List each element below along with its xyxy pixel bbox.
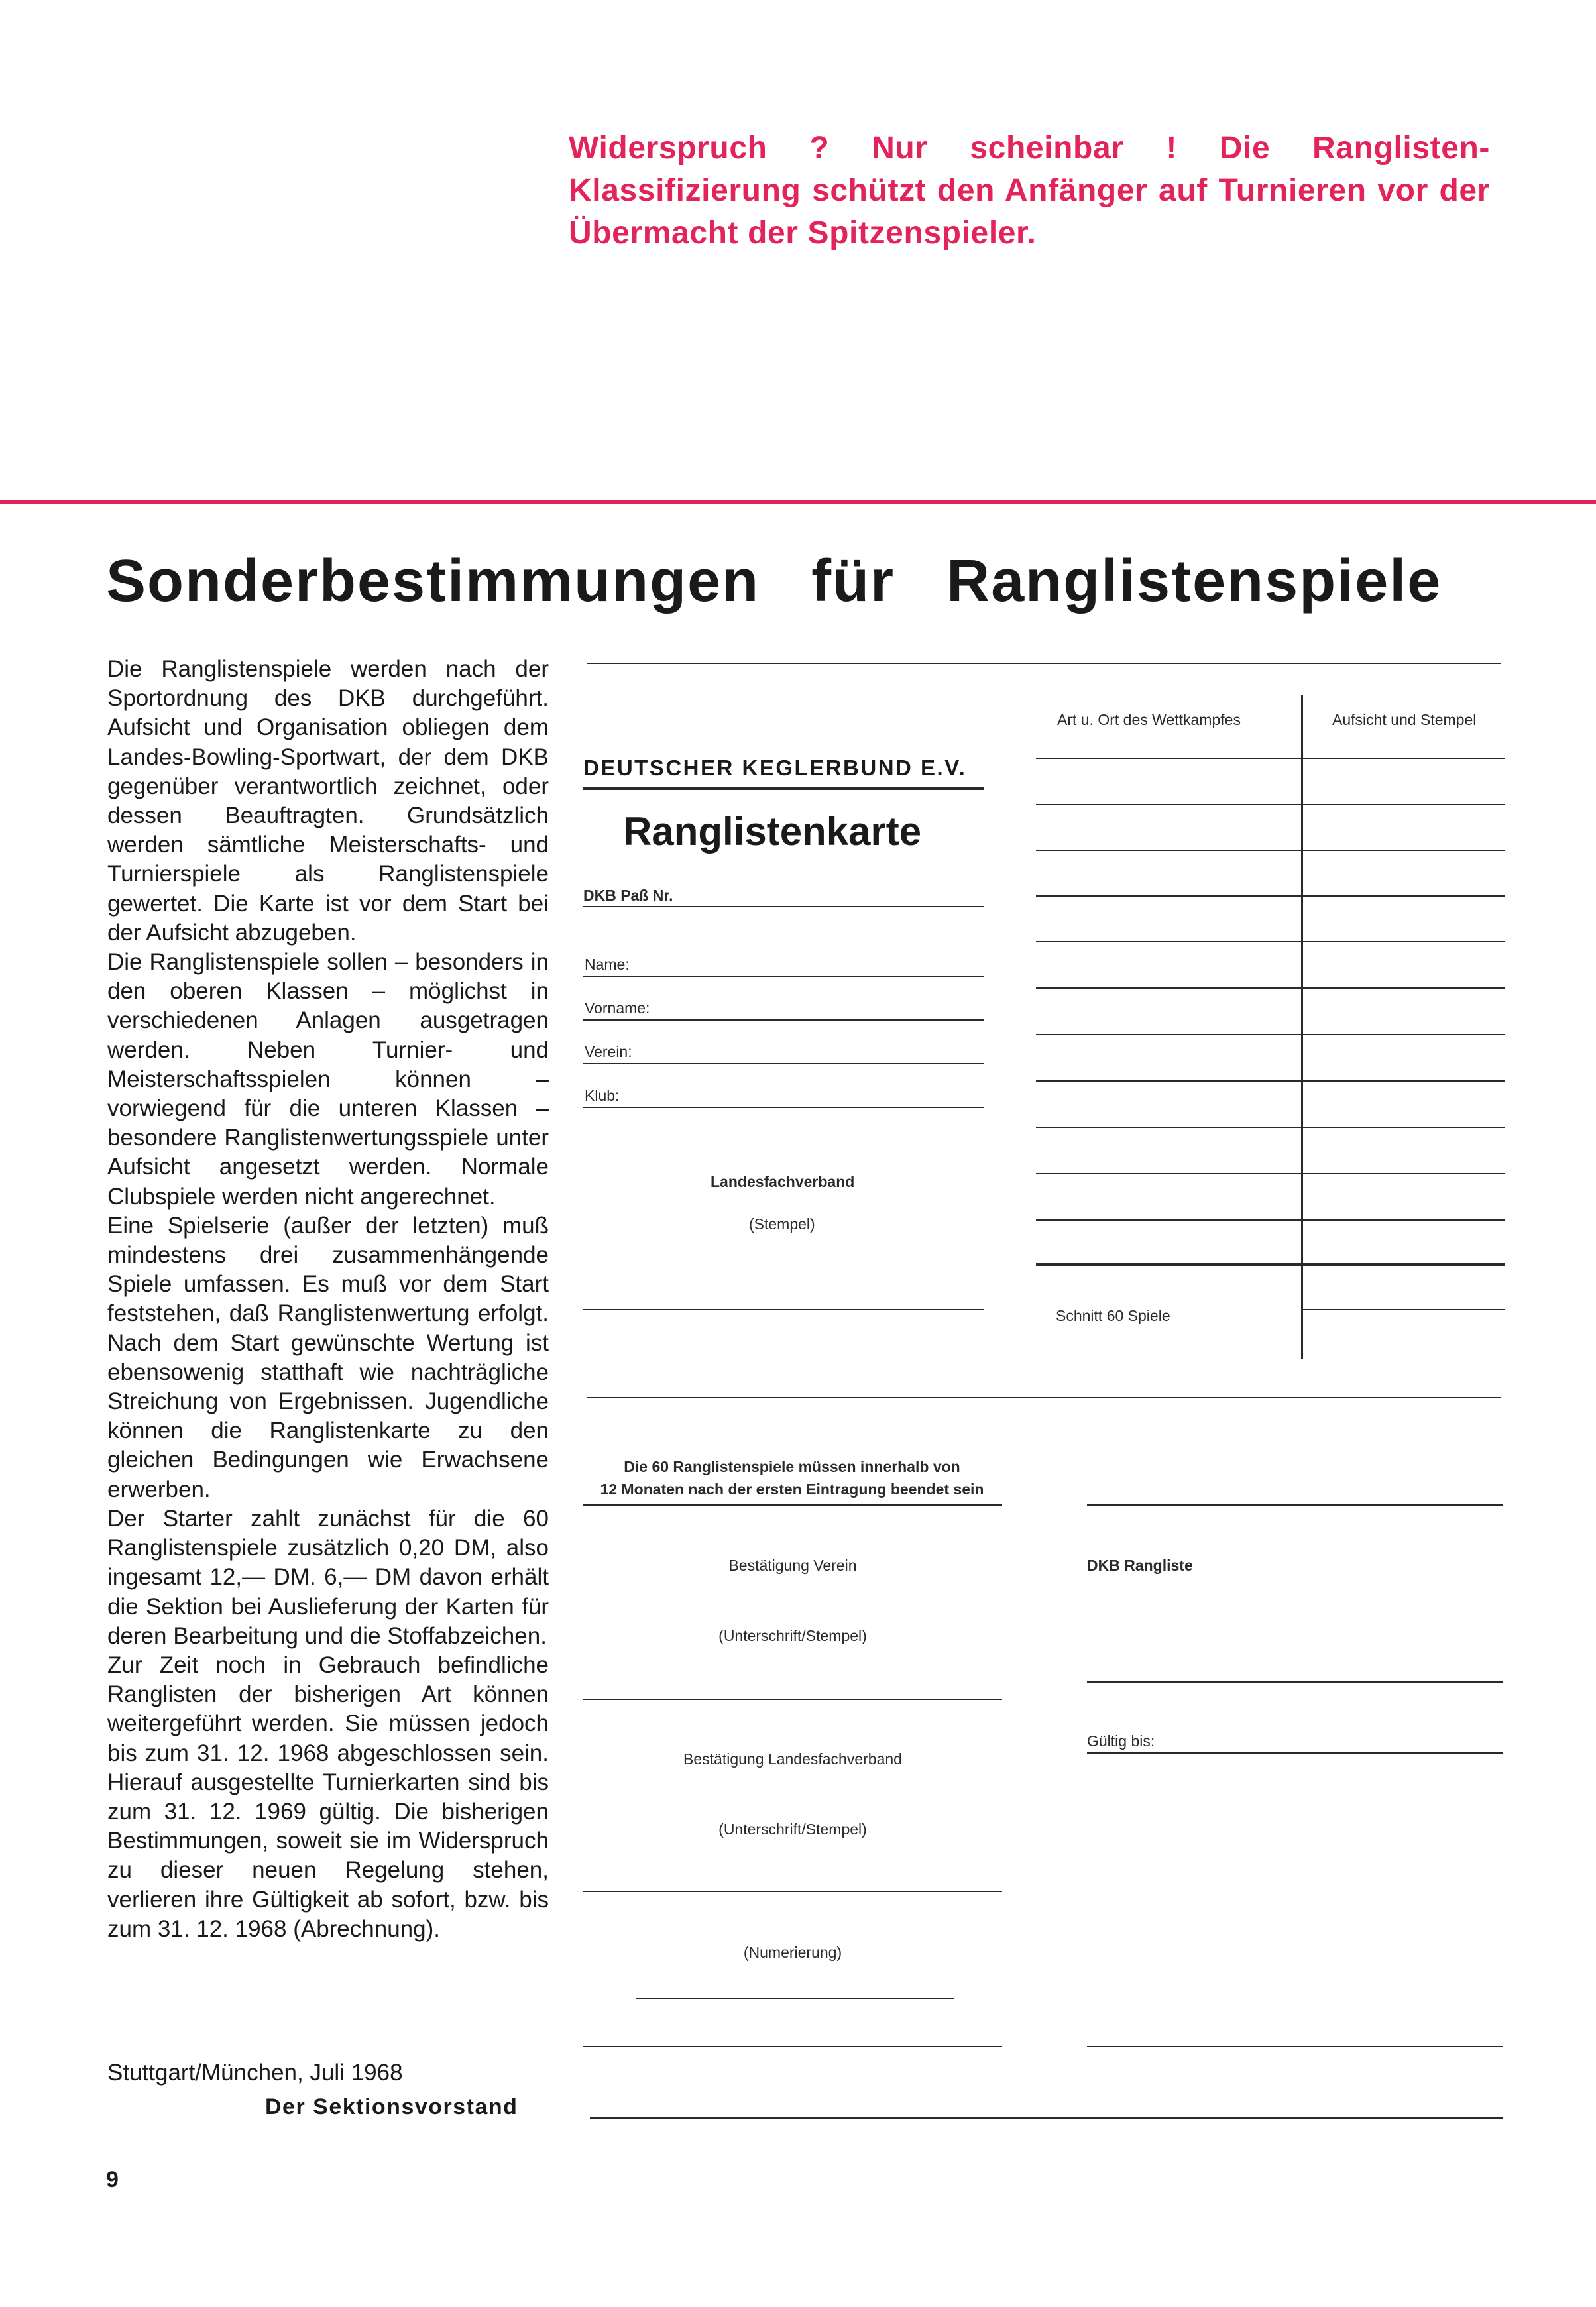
signature-stamp-label-2: (Unterschrift/Stempel) — [718, 1821, 867, 1838]
table-row-line — [1301, 1309, 1505, 1310]
pass-line — [583, 906, 984, 907]
field-line — [583, 1019, 984, 1021]
field-name: Name: — [585, 956, 630, 973]
red-divider — [0, 500, 1596, 504]
card-org: DEUTSCHER KEGLERBUND E.V. — [583, 756, 967, 780]
field-verein: Verein: — [585, 1043, 632, 1060]
dkb-rangliste-label: DKB Rangliste — [1087, 1557, 1193, 1574]
table-row-line — [1036, 1127, 1505, 1128]
table-row-line — [1036, 1034, 1505, 1035]
body-paragraph: Eine Spielserie (außer der letzten) muß mindestens drei zusammenhängende Spiele umfassen. Es muß vor dem Start feststehen, daß Ranglistenwertung erfolgt. Nach dem Start gewünschte Wertung ist ebensowenig statthaft wie nachträgliche Streichung von Ergebnissen. Jugendliche können die Ranglistenkarte zu den gleichen Bedingungen wie Erwachsene erwerben. — [107, 1212, 549, 1502]
field-line — [583, 1107, 984, 1108]
table-row-line — [1036, 1080, 1505, 1082]
confirm-landes: Bestätigung Landesfachverband — [683, 1750, 902, 1768]
stempel-line — [583, 1309, 984, 1310]
body-paragraph: Die Ranglistenspiele sollen – besonders in den oberen Klassen – möglichst in verschiedenen Anlagen ausgetragen werden. Neben Turnier- und Meisterschaftsspielen können – vorwiegend für die unteren Klassen – besondere Ranglistenwertungsspiele unter Aufsicht angesetzt werden. Normale Clubspiele werden nicht angerechnet. — [107, 949, 549, 1210]
valid-until-line — [1087, 1752, 1503, 1754]
stempel-label: (Stempel) — [749, 1215, 815, 1233]
col-header-location: Art u. Ort des Wettkampfes — [1057, 711, 1241, 728]
title-word-2: für — [811, 548, 895, 614]
field-line — [583, 1063, 984, 1064]
table-divider — [1301, 695, 1303, 1359]
card-bottom-line — [590, 2117, 1503, 2119]
card-middle-line — [587, 1397, 1501, 1398]
numbering-label: (Numerierung) — [743, 1944, 842, 1961]
table-row-line — [1036, 941, 1505, 942]
field-klub: Klub: — [585, 1087, 620, 1104]
lower-right-line — [1087, 1504, 1503, 1506]
title-word-1: Sonderbestimmungen — [106, 548, 760, 614]
lower-left-line — [583, 2046, 1002, 2047]
schnitt-label: Schnitt 60 Spiele — [1056, 1307, 1170, 1324]
lower-right-line — [1087, 2046, 1503, 2047]
body-text — [107, 655, 549, 1944]
page-title — [106, 545, 1498, 618]
note-line-2: 12 Monaten nach der ersten Eintragung beendet sein — [600, 1481, 984, 1498]
card-title: Ranglistenkarte — [623, 809, 922, 854]
table-row-line — [1036, 1219, 1505, 1221]
intro-text: Widerspruch ? Nur scheinbar ! Die Ranglisten-Klassifizierung schützt den Anfänger auf Turnieren vor der Übermacht der Spitzenspieler. — [569, 131, 1490, 251]
col-header-supervision: Aufsicht und Stempel — [1332, 711, 1477, 728]
org-underline — [583, 787, 984, 790]
dateline: Stuttgart/München, Juli 1968 — [107, 2060, 403, 2086]
pass-label: DKB Paß Nr. — [583, 887, 673, 904]
note-underline — [583, 1504, 1002, 1506]
signature-line — [583, 1891, 1002, 1892]
valid-until-label: Gültig bis: — [1087, 1732, 1155, 1750]
table-row-line — [1036, 987, 1505, 989]
signature: Der Sektionsvorstand — [265, 2094, 518, 2119]
table-row-line — [1036, 758, 1505, 759]
table-row-line — [1036, 895, 1505, 897]
table-row-line — [1036, 850, 1505, 851]
lower-right-line — [1087, 1681, 1503, 1683]
signature-stamp-label: (Unterschrift/Stempel) — [718, 1627, 867, 1644]
signature-line — [583, 1699, 1002, 1700]
body-paragraph: Der Starter zahlt zunächst für die 60 Ranglistenspiele zusätzlich 0,20 DM, also ingesamt 12,— DM. 6,— DM davon erhält die Sektion bei Auslieferung der Karten für deren Bearbeitung und die Stoffabzeichen. — [107, 1505, 549, 1649]
table-row-line — [1036, 1173, 1505, 1174]
landes-label: Landesfachverband — [711, 1173, 855, 1190]
body-paragraph: Die Ranglistenspiele werden nach der Sportordnung des DKB durchgeführt. Aufsicht und Organisation obliegen dem Landes-Bowling-Sportwart, der dem DKB gegenüber verantwortlich zeichnet, oder dessen Beauftragten. Grundsätzlich werden sämtliche Meisterschafts- und Turnierspiele als Ranglistenspiele gewertet. Die Karte ist vor dem Start bei der Aufsicht abzugeben. — [107, 656, 549, 946]
card-top-line — [587, 663, 1501, 664]
confirm-verein: Bestätigung Verein — [728, 1557, 857, 1574]
field-vorname: Vorname: — [585, 999, 650, 1017]
table-row-line — [1036, 804, 1505, 805]
field-line — [583, 976, 984, 977]
note-line-1: Die 60 Ranglistenspiele müssen innerhalb von — [624, 1458, 960, 1475]
body-paragraph: Zur Zeit noch in Gebrauch befindliche Ranglisten der bisherigen Art können weitergeführt werden. Sie müssen jedoch bis zum 31. 12. 1968 abgeschlossen sein. Hierauf ausgestellte Turnierkarten sind bis zum 31. 12. 1969 gültig. Die bisherigen Bestimmungen, soweit sie im Widerspruch zu dieser neuen Regelung stehen, verlieren ihre Gültigkeit ab sofort, bzw. bis zum 31. 12. 1968 (Abrechnung). — [107, 1652, 549, 1942]
page-number: 9 — [106, 2167, 119, 2192]
table-total-line — [1036, 1263, 1505, 1266]
title-word-3: Ranglistenspiele — [946, 548, 1442, 614]
numbering-line — [636, 1998, 954, 1999]
